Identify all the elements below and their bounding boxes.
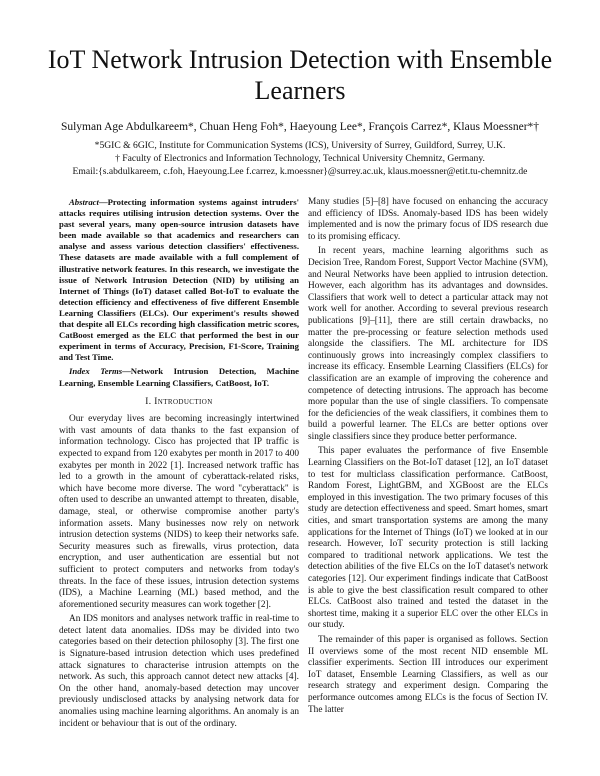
affiliation-2: † Faculty of Electronics and Information Technology, Technical University Chemnitz, Germany. — [115, 153, 485, 164]
index-terms-text: —Network Intrusion Detection, Machine Learning, Ensemble Learning Classifiers, CatBoost, IoT. — [59, 366, 300, 388]
abstract — [59, 197, 299, 363]
abstract-label: Abstract — [69, 197, 99, 207]
section-numeral: I. — [145, 396, 152, 407]
body-paragraph: In recent years, machine learning algorithms such as Decision Tree, Random Forest, Support Vector Machine (SVM), and Neural Networks have been applied to intrusion detection. However, each algorithm has its advantages and downsides. Classifiers that work well to detect a particular attack may not work well for another. According to several previous research publications [9]–[11], there are still certain drawbacks, no matter the pre-processing or feature selection methods used alongside the classifiers. The ML architecture for IDS continuously grows into increasingly complex classifiers to increase its efficacy. Ensemble Learning Classifiers (ELCs) for classification are an example of improving the coherence and competence of detecting intrusions. The approach has become more popular than the use of single classifiers. To compensate for the deficiencies of the weak classifiers, it combines them to build a powerful learner. The ELCs are better options over single classifiers since they produce better performance. — [308, 246, 548, 442]
author-list: Sulyman Age Abdulkareem*, Chuan Heng Foh*, Haeyoung Lee*, François Carrez*, Klaus Moessner*† — [60, 121, 540, 133]
body-paragraph: Our everyday lives are becoming increasingly intertwined with vast amounts of data thanks to the fast expansion of information technology. Cisco has projected that IP traffic is expected to expand from 120 exabytes per month in 2017 to 400 exabytes per month in 2022 [1]. Increased network traffic has led to a growth in the amount of cyberattack-related risks, which have become more diverse. The word "cyberattack" is often used to describe an unwanted attempt to threaten, disable, damage, steal, or otherwise compromise another party's information assets. Many businesses now rely on network intrusion detection systems (NIDS) to keep their networks safe. Security measures such as firewalls, virus protection, data encryption, and user authentication are essential but not sufficient to protect computers and networks from today's threats. In the face of these issues, intrusion detection systems (IDS), a Machine Learning (ML) based method, and the aforementioned security measures can work together [2]. — [59, 414, 299, 610]
body-paragraph: The remainder of this paper is organised as follows. Section II overviews some of the most recent NID ensemble ML classifier experiments. Section III introduces our experiment IoT dataset, Ensemble Learning Classifiers, as well as our research strategy and experiment design. Comparing the performance outcomes among ELCs is the focus of Section IV. The latter — [308, 634, 548, 715]
abstract-text: —Protecting information systems against intruders' attacks requires utilising intrusion detection systems. Over the past several years, many open-source intrusion datasets have been made available so that academics and researchers can analyse and assess various detection classifiers' effectiveness. These datasets are made available with a full complement of illustrative network features. In this research, we investigate the issue of Network Intrusion Detection (NID) by utilising an Internet of Things (IoT) dataset called Bot-IoT to evaluate the detection efficiency and effectiveness of five different Ensemble Learning Classifiers (ELCs). Our experiment's results showed that despite all ELCs recording high classification metric scores, CatBoost emerged as the ELC that performed the best in our experiment in terms of Accuracy, Precision, F1-Score, Training and Test Time. — [59, 197, 299, 363]
left-column — [59, 197, 299, 730]
body-paragraph: This paper evaluates the performance of five Ensemble Learning Classifiers on the Bot-IoT dataset [12], an IoT dataset to test for multiclass classification performance. CatBoost, Random Forest, LightGBM, and XGBoost are the ELCs employed in this investigation. The two primary focuses of this study are detection effectiveness and speed. Smart homes, smart cities, and smart transportation systems are among the many applications for the Internet of Things (IoT) we looked at in our research. However, IoT security protection is still lacking compared to traditional network applications. We test the detection abilities of the five ELCs on the IoT dataset's network categories [12]. Our experiment findings indicate that CatBoost is able to give the best classification result compared to other ELCs. CatBoost also trained and tested the dataset in the shortest time, making it a superior ELC over the other ELCs in our study. — [308, 446, 548, 631]
index-terms — [59, 366, 299, 388]
index-terms-label: Index Terms — [69, 366, 123, 377]
paper-title: IoT Network Intrusion Detection with Ensemble Learners — [47, 45, 553, 105]
section-heading-introduction — [59, 397, 299, 409]
section-title: Introduction — [154, 396, 213, 407]
affiliation-1: *5GIC & 6GIC, Institute for Communication Systems (ICS), University of Surrey, Guildford, Surrey, U.K. — [94, 140, 506, 151]
body-paragraph: An IDS monitors and analyses network traffic in real-time to detect latent data anomalies. IDSs may be divided into two categories based on their detection philosophy [3]. The first one is Signature-based intrusion detection which uses predefined attack signatures to characterise intrusion attempts on the network. As such, this approach cannot detect new attacks [4]. On the other hand, anomaly-based detection may uncover previously undisclosed attacks by analysing network data for anomalies using machine learning algorithms. An anomaly is an incident or behaviour that is out of the ordinary. — [59, 614, 299, 729]
right-column — [308, 197, 548, 716]
body-paragraph: Many studies [5]–[8] have focused on enhancing the accuracy and efficiency of IDSs. Anomaly-based IDS has been widely implemented and is now the primary focus of IDS research due to its promising efficacy. — [308, 197, 548, 242]
author-emails: Email:{s.abdulkareem, c.foh, Haeyoung.Lee f.carrez, k.moessner}@surrey.ac.uk, klaus.moessner@etit.tu-chemnitz.de — [72, 166, 528, 177]
